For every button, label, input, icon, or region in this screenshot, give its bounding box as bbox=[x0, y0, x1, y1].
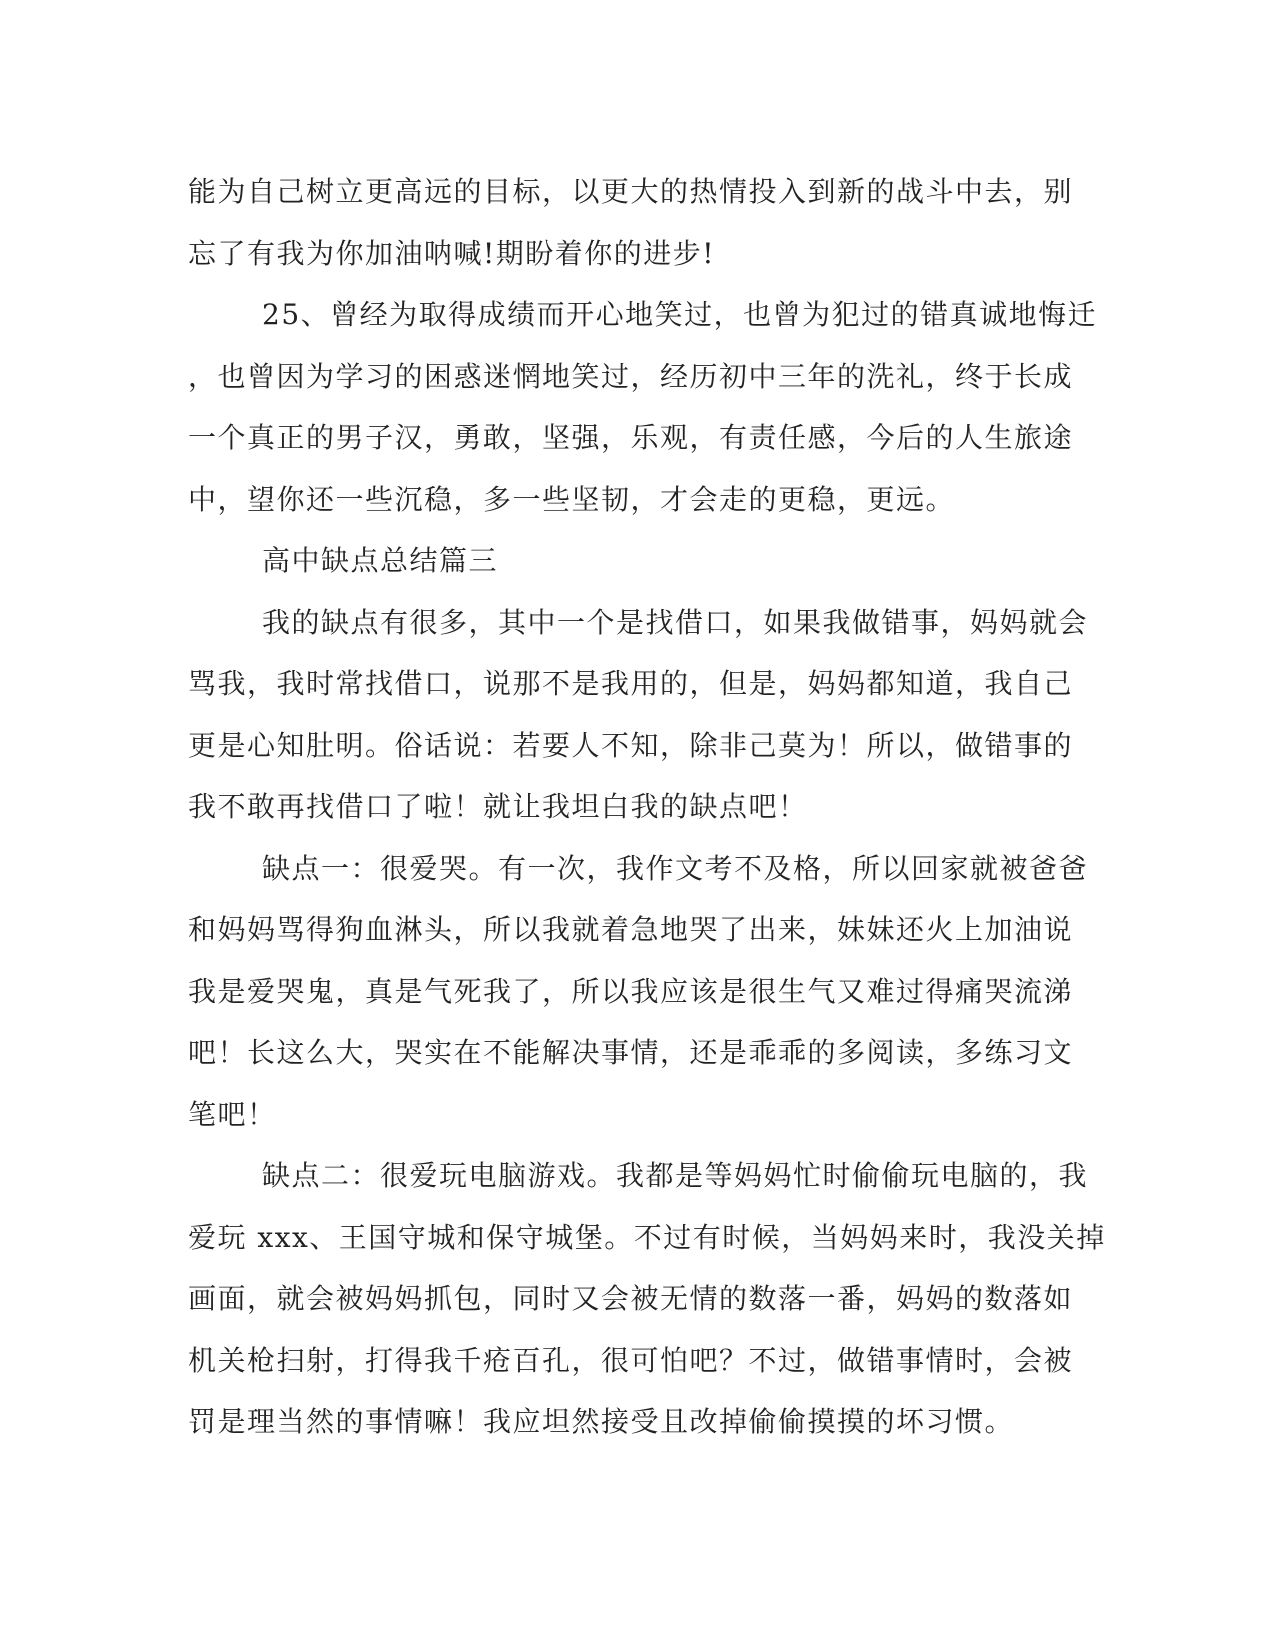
text-line: 能为自己树立更高远的目标，以更大的热情投入到新的战斗中去，别 bbox=[188, 175, 1074, 208]
text-line: 爱玩 xxx、王国守城和保守城堡。不过有时候，当妈妈来时，我没关掉 bbox=[188, 1220, 1106, 1254]
text-line: 骂我，我时常找借口，说那不是我用的，但是，妈妈都知道，我自己 bbox=[188, 667, 1074, 700]
paragraph-start-line: 我的缺点有很多，其中一个是找借口，如果我做错事，妈妈就会 bbox=[262, 605, 1089, 639]
document-body bbox=[188, 161, 1106, 1453]
text-line: 画面，就会被妈妈抓包，同时又会被无情的数落一番，妈妈的数落如 bbox=[188, 1282, 1074, 1315]
section-heading: 高中缺点总结篇三 bbox=[262, 544, 499, 577]
text-line: 吧！长这么大，哭实在不能解决事情，还是乖乖的多阅读，多练习文 bbox=[188, 1036, 1074, 1069]
text-line: 中，望你还一些沉稳，多一些坚韧，才会走的更稳，更远。 bbox=[188, 482, 956, 516]
text-line: 我是爱哭鬼，真是气死我了，所以我应该是很生气又难过得痛哭流涕 bbox=[188, 974, 1074, 1008]
paragraph-start-line: 缺点二：很爱玩电脑游戏。我都是等妈妈忙时偷偷玩电脑的，我 bbox=[262, 1159, 1089, 1192]
text-line: 和妈妈骂得狗血淋头，所以我就着急地哭了出来，妹妹还火上加油说 bbox=[188, 913, 1074, 946]
paragraph-start-line: 25、曾经为取得成绩而开心地笑过，也曾为犯过的错真诚地悔迁 bbox=[262, 298, 1098, 331]
text-line: ，也曾因为学习的困惑迷惘地笑过，经历初中三年的洗礼，终于长成 bbox=[188, 359, 1074, 393]
text-line: 更是心知肚明。俗话说：若要人不知，除非己莫为！所以，做错事的 bbox=[188, 728, 1074, 762]
text-line: 笔吧！ bbox=[188, 1097, 277, 1131]
text-line: 机关枪扫射，打得我千疮百孔，很可怕吧？不过，做错事情时，会被 bbox=[188, 1343, 1074, 1377]
paragraph-start-line: 缺点一：很爱哭。有一次，我作文考不及格，所以回家就被爸爸 bbox=[262, 851, 1089, 885]
text-line: 罚是理当然的事情嘛！我应坦然接受且改掉偷偷摸摸的坏习惯。 bbox=[188, 1405, 1015, 1438]
text-line: 忘了有我为你加油呐喊!期盼着你的进步! bbox=[188, 236, 716, 270]
text-line: 我不敢再找借口了啦！就让我坦白我的缺点吧！ bbox=[188, 790, 808, 823]
text-line: 一个真正的男子汉，勇敢，坚强，乐观，有责任感，今后的人生旅途 bbox=[188, 421, 1074, 454]
